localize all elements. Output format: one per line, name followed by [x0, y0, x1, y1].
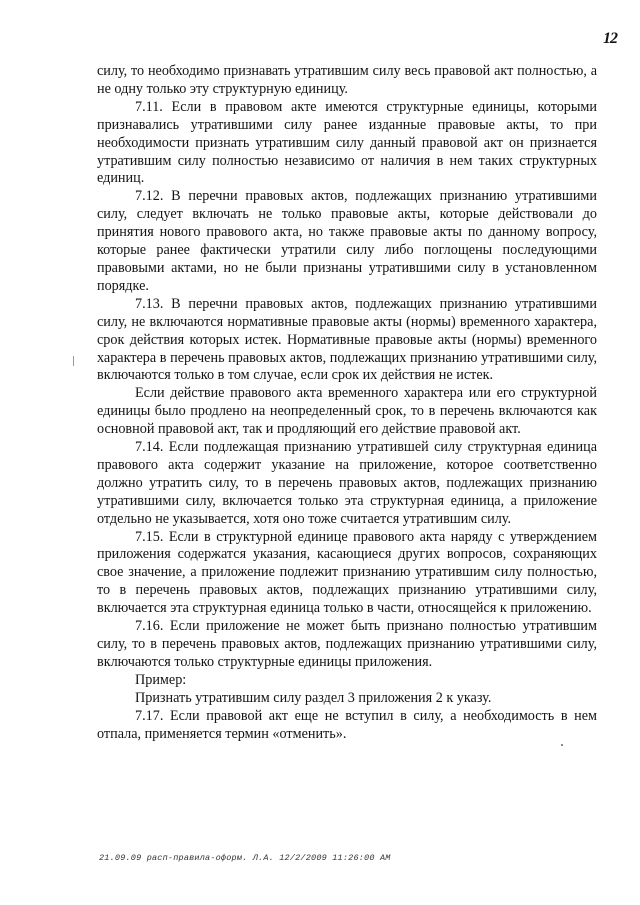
document-footer: 21.09.09 расп-правила-оформ. Л.А. 12/2/2009 11:26:00 AM: [99, 853, 391, 863]
paragraph-continuation: силу, то необходимо признавать утратившим силу весь правовой акт полностью, а не одну только эту структурную единицу.: [97, 63, 597, 97]
page-number: 12: [603, 30, 617, 47]
paragraph-7-11: 7.11. Если в правовом акте имеются структурные единицы, которыми признавались утратившими силу ранее изданные правовые акты, то при необходимости признать утратившим силу данный правовой акт он признается утратившим силу полностью независимо от наличия в нем таких структурных единиц.: [97, 98, 597, 187]
paragraph-7-16: 7.16. Если приложение не может быть признано полностью утратившим силу, то в перечень правовых актов, подлежащих признанию утратившими силу, включаются только структурные единицы приложения.: [97, 618, 597, 670]
example-text: Признать утратившим силу раздел 3 приложения 2 к указу.: [135, 689, 492, 706]
margin-mark: [73, 356, 74, 366]
example-label: Пример:: [135, 671, 187, 688]
document-body: [97, 63, 597, 743]
paragraph-7-14: 7.14. Если подлежащая признанию утратившей силу структурная единица правового акта содержит указание на приложение, которое соответственно должно утратить силу, то в перечень правовых актов, подлежащих признанию утратившими силу, включается только эта структурная единица, а приложение отдельно не указывается, хотя оно тоже считается утратившим силу.: [97, 439, 597, 527]
paragraph-7-13-extension: Если действие правового акта временного характера или его структурной единицы было продлено на неопределенный срок, то в перечень включаются как основной правовой акт, так и продляющий его действие правовой акт.: [97, 385, 597, 438]
paragraph-7-17: 7.17. Если правовой акт еще не вступил в силу, а необходимость в нем отпала, применяется термин «отменить».: [97, 707, 597, 742]
paragraph-7-12: 7.12. В перечни правовых актов, подлежащих признанию утратившими силу, следует включать не только правовые акты, которые действовали до принятия нового правового акта, но также правовые акты по данному вопросу, которые ранее фактически утратили силу либо поглощены последующими правовыми актами, но не были признаны утратившими силу в установленном порядке.: [97, 188, 597, 294]
paragraph-7-13: 7.13. В перечни правовых актов, подлежащих признанию утратившими силу, не включаются нормативные правовые акты (нормы) временного характера, срок действия которых истек. Нормативные правовые акты (нормы) временного характера в перечень правовых актов, подлежащих признанию утратившими силу, включаются только в том случае, если срок их действия не истек.: [97, 295, 597, 384]
paragraph-7-15: 7.15. Если в структурной единице правового акта наряду с утверждением приложения содержатся указания, касающиеся других вопросов, сохраняющих свое значение, а приложение подлежит признанию утратившим силу полностью, то в перечень правовых актов, подлежащих признанию утратившими силу, включается эта структурная единица только в части, относящейся к приложению.: [97, 528, 597, 617]
scan-speck: [561, 744, 563, 746]
